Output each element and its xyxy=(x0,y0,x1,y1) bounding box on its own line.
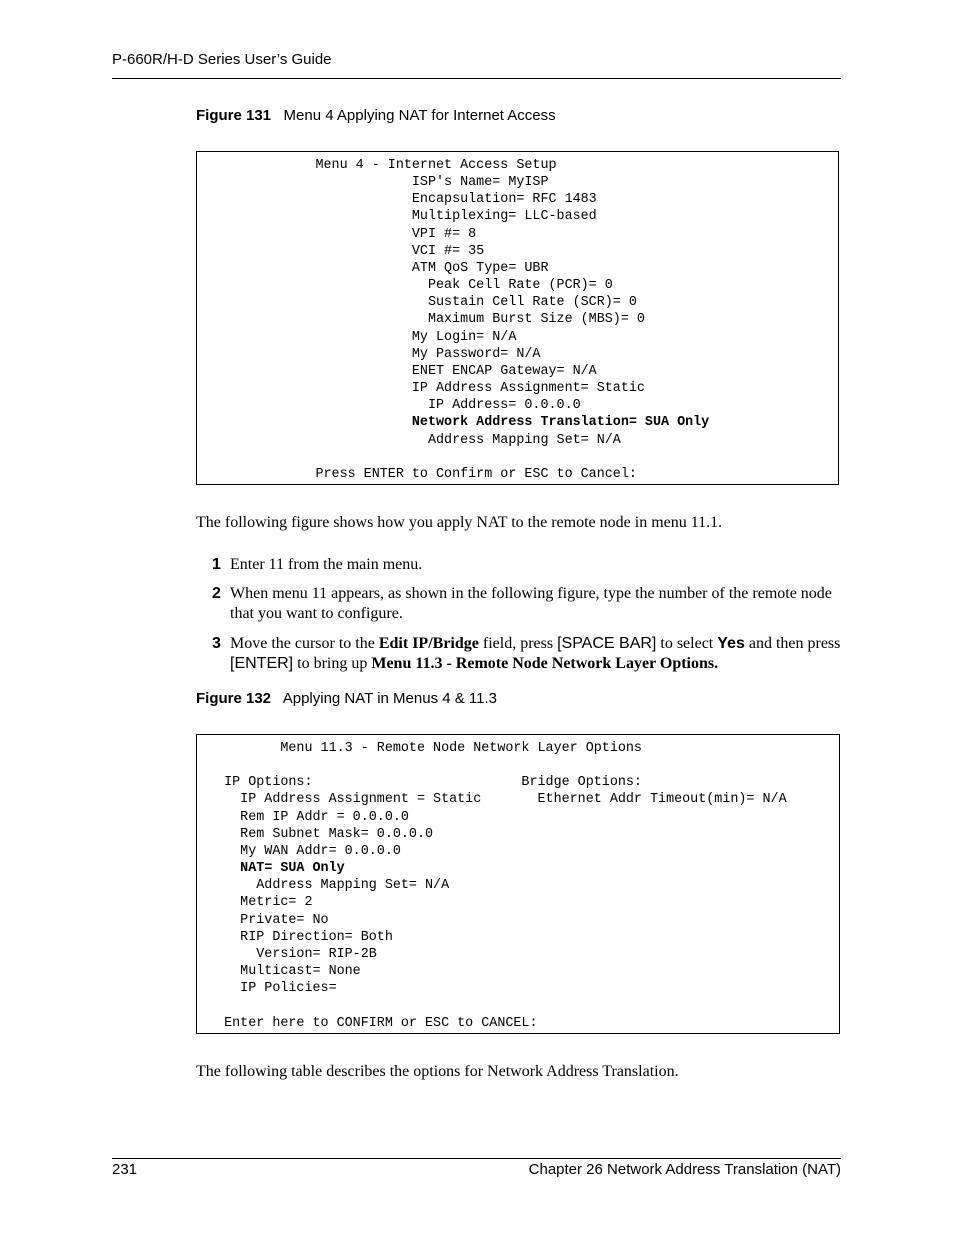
footer-rule xyxy=(112,1158,841,1159)
menu-11-3-screen xyxy=(196,734,840,1034)
field-name: Edit IP/Bridge xyxy=(378,635,479,652)
header-rule xyxy=(112,78,841,79)
screen-line: Rem Subnet Mask= 0.0.0.0 xyxy=(200,826,434,842)
outro-paragraph: The following table describes the options for Network Address Translation. xyxy=(196,1063,679,1080)
page-number: 231 xyxy=(112,1161,138,1178)
step-number: 2 xyxy=(212,585,221,602)
screen-line: ENET ENCAP Gateway= N/A xyxy=(211,363,597,379)
screen-line: VCI #= 35 xyxy=(211,243,485,259)
screen-line: Version= RIP-2B xyxy=(200,946,377,962)
option-value: Yes xyxy=(717,635,745,652)
screen-line: ATM QoS Type= UBR xyxy=(211,260,549,276)
screen-line: Menu 4 - Internet Access Setup xyxy=(211,158,557,173)
figure-132-title: Applying NAT in Menus 4 & 11.3 xyxy=(282,690,498,707)
figure-131-title: Menu 4 Applying NAT for Internet Access xyxy=(283,107,556,124)
menu-name: Menu 11.3 - Remote Node Network Layer Options. xyxy=(371,655,719,672)
screen-line: IP Policies= xyxy=(200,981,337,997)
screen-line: Sustain Cell Rate (SCR)= 0 xyxy=(211,295,637,311)
screen-line: VPI #= 8 xyxy=(211,226,477,242)
nat-setting-line: NAT= SUA Only xyxy=(200,861,345,877)
screen-line: My WAN Addr= 0.0.0.0 xyxy=(200,843,401,859)
menu-4-text xyxy=(211,157,838,483)
intro-paragraph: The following figure shows how you apply NAT to the remote node in menu 11.1. xyxy=(196,514,723,531)
screen-line: Metric= 2 xyxy=(200,895,313,911)
screen-line: ISP's Name= MyISP xyxy=(211,175,549,191)
menu-11-3-text xyxy=(200,740,839,1032)
screen-line: IP Address= 0.0.0.0 xyxy=(211,398,581,414)
key-name: [ENTER] xyxy=(230,655,294,672)
figure-131-label: Figure 131 xyxy=(196,107,272,124)
screen-line: Address Mapping Set= N/A xyxy=(211,432,621,448)
screen-line: IP Options: Bridge Options: xyxy=(200,775,642,791)
step-text: Move the cursor to the Edit IP/Bridge field, press [SPACE BAR] to select Yes and then press [ENTER] to bring up Menu 11.3 - Remote Node Network Layer Options. xyxy=(230,635,841,672)
screen-line: Rem IP Addr = 0.0.0.0 xyxy=(200,809,409,825)
screen-line: Address Mapping Set= N/A xyxy=(200,878,450,894)
page-header-title: P-660R/H-D Series User’s Guide xyxy=(112,51,332,68)
figure-132-caption xyxy=(196,690,497,707)
nat-setting-line: Network Address Translation= SUA Only xyxy=(211,415,710,431)
screen-line: Menu 11.3 - Remote Node Network Layer Options xyxy=(200,741,642,756)
screen-line: Multiplexing= LLC-based xyxy=(211,209,597,225)
screen-line: My Password= N/A xyxy=(211,346,541,362)
screen-line: RIP Direction= Both xyxy=(200,929,393,945)
chapter-title: Chapter 26 Network Address Translation (NAT) xyxy=(528,1161,841,1178)
menu-4-screen xyxy=(196,151,839,485)
screen-line: Private= No xyxy=(200,912,329,928)
figure-131-caption xyxy=(196,107,556,124)
step-text: When menu 11 appears, as shown in the following figure, type the number of the remote node that you want to configure. xyxy=(230,585,832,622)
key-name: [SPACE BAR] xyxy=(557,635,657,652)
step-text: Enter 11 from the main menu. xyxy=(230,556,423,573)
screen-prompt-line: Press ENTER to Confirm or ESC to Cancel: xyxy=(211,466,637,482)
screen-line: My Login= N/A xyxy=(211,329,517,345)
screen-line: IP Address Assignment = Static Ethernet Addr Timeout(min)= N/A xyxy=(200,792,787,808)
step-number: 1 xyxy=(212,556,221,573)
screen-line: IP Address Assignment= Static xyxy=(211,381,645,397)
figure-132-label: Figure 132 xyxy=(196,690,272,707)
screen-prompt-line: Enter here to CONFIRM or ESC to CANCEL: xyxy=(200,1015,538,1031)
step-number: 3 xyxy=(212,635,221,652)
screen-line: Maximum Burst Size (MBS)= 0 xyxy=(211,312,645,328)
screen-line: Encapsulation= RFC 1483 xyxy=(211,192,597,208)
screen-line: Multicast= None xyxy=(200,964,361,980)
screen-line: Peak Cell Rate (PCR)= 0 xyxy=(211,278,613,294)
